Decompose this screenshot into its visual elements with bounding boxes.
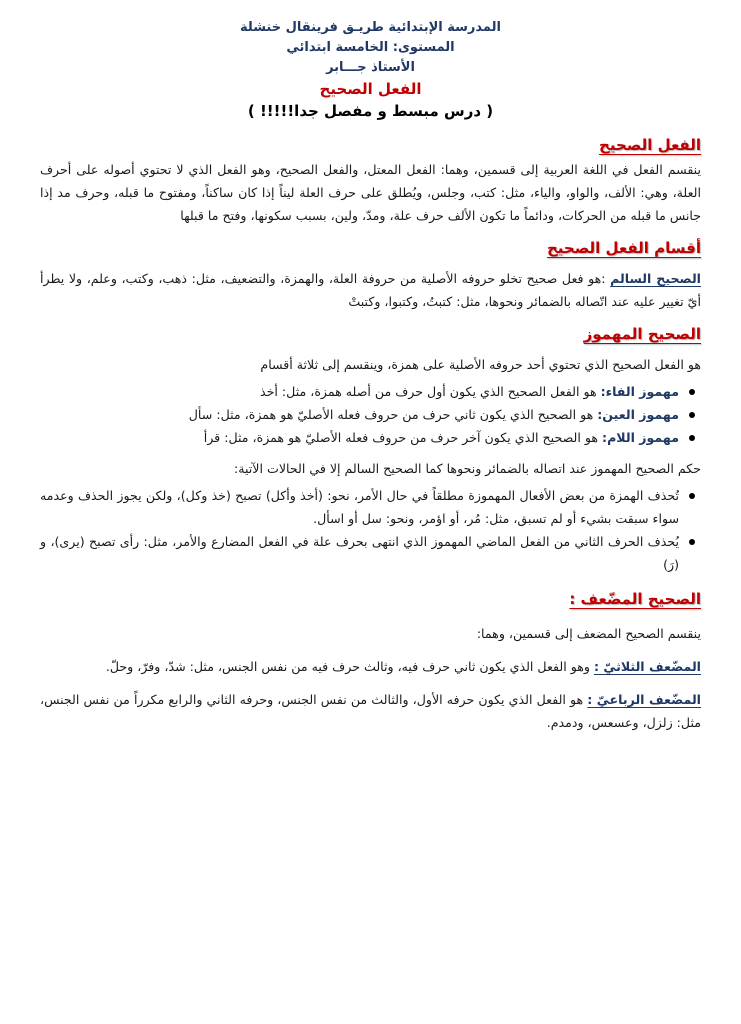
mahmuz-type-text: هو الصحيح الذي يكون ثاني حرف من حروف فعله الأصليّ هو همزة، مثل: سأل bbox=[188, 407, 598, 422]
section-heading-sahih: الفعل الصحيح bbox=[599, 136, 701, 154]
mahmuz-type-term: مهموز الفاء: bbox=[600, 384, 679, 399]
mahmuz-cases-list bbox=[40, 484, 701, 576]
list-item: يُحذف الحرف الثاني من الفعل الماضي المهموز الذي انتهى بحرف علة في الفعل المضارع والأمر، مثل: رأى تصبح (يرى)، و (رَ) bbox=[40, 530, 679, 576]
salim-term: الصحيح السالم bbox=[610, 271, 702, 286]
mudaaf-text: هو الفعل الذي يكون حرفه الأول، والثالث من نفس الجنس، وحرفه الثاني والرابع مكرراً من نفس الجنس، مثل: زلزل، وعسعس، ودمدم. bbox=[40, 692, 701, 730]
school-name: المدرسة الإبتدائية طريـق فرينقال خنشلة bbox=[240, 20, 501, 35]
level-line: المستوى: الخامسة ابتدائي bbox=[286, 40, 455, 55]
section-heading-mahmuz: الصحيح المهموز bbox=[583, 325, 701, 343]
salim-text: :هو فعل صحيح تخلو حروفه الأصلية من حروفة العلة، والهمزة، والتضعيف، مثل: ذهب، وكتب، وعلم، ولا يطرأ أيّ تغيير عليه عند اتّصاله بالضمائر ونحوها، مثل: كتبتُ، وكتبوا، وكتبتْ bbox=[40, 271, 701, 309]
mahmuz-rule: حكم الصحيح المهموز عند اتصاله بالضمائر ونحوها كما الصحيح السالم إلا في الحالات الآتية: bbox=[234, 461, 701, 476]
salim-definition bbox=[40, 267, 701, 313]
section-heading-mudaaf: الصحيح المضّعف : bbox=[569, 590, 701, 608]
list-item bbox=[40, 380, 679, 403]
lesson-subtitle: ( درس مبسط و مفصل جدا!!!!! ) bbox=[247, 102, 494, 120]
mudaaf-text: وهو الفعل الذي يكون ثاني حرف فيه، وثالث حرف فيه من نفس الجنس، مثل: شدّ، وفرّ، وحلّ. bbox=[105, 659, 594, 674]
list-item bbox=[40, 403, 679, 426]
list-item: تُحذف الهمزة من بعض الأفعال المهموزة مطلقاً في حال الأمر، نحو: (أخذ وأكل) تصبح (خذ وكل)، ولكن يجوز الحذف وعدمه سواء سبقت بشيء أو لم تسبق، مثل: مُر، أو اؤمر، ونحو: سل أو اسأل. bbox=[40, 484, 679, 530]
mahmuz-type-term: مهموز العين: bbox=[597, 407, 679, 422]
section-heading-types: أقسام الفعل الصحيح bbox=[546, 239, 701, 257]
lesson-title: الفعل الصحيح bbox=[319, 80, 422, 98]
section-paragraph-sahih: ينقسم الفعل في اللغة العربية إلى قسمين، وهما: الفعل المعتل، والفعل الصحيح، وهو الفعل الذي لا تحتوي أصوله على أحرف العلة، وهي: الألف، والواو، والياء، مثل: كتب، وجلس، ويُطلق على حرف العلة ليناً إذا كان ساكناً، ومفتوح ما قبله، وحرف مد إذا جانس ما قبله من الحركات، ودائماً ما تكون الألف حرف علة، ومدّ، ولين، بسبب سكونها، وفتح ما قبلها bbox=[40, 162, 701, 223]
list-item bbox=[40, 426, 679, 449]
mudaaf-term: المضّعف الثلاثيّ : bbox=[593, 659, 701, 674]
mahmuz-intro: هو الفعل الصحيح الذي تحتوي أحد حروفه الأصلية على همزة، وينقسم إلى ثلاثة أقسام bbox=[260, 357, 701, 372]
mudaaf-rubai bbox=[40, 688, 701, 734]
mahmuz-type-term: مهموز اللام: bbox=[602, 430, 679, 445]
mudaaf-term: المضّعف الرباعيّ : bbox=[587, 692, 701, 707]
mahmuz-type-text: هو الفعل الصحيح الذي يكون أول حرف من أصله همزة، مثل: أخذ bbox=[260, 384, 601, 399]
mudaaf-intro: ينقسم الصحيح المضعف إلى قسمين، وهما: bbox=[476, 626, 701, 641]
teacher-name: الأستاذ جـــابر bbox=[326, 60, 415, 75]
mudaaf-thulathi bbox=[40, 655, 701, 678]
mahmuz-type-text: هو الصحيح الذي يكون آخر حرف من حروف فعله الأصليّ هو همزة، مثل: قرأ bbox=[203, 430, 603, 445]
mahmuz-types-list bbox=[40, 380, 701, 449]
